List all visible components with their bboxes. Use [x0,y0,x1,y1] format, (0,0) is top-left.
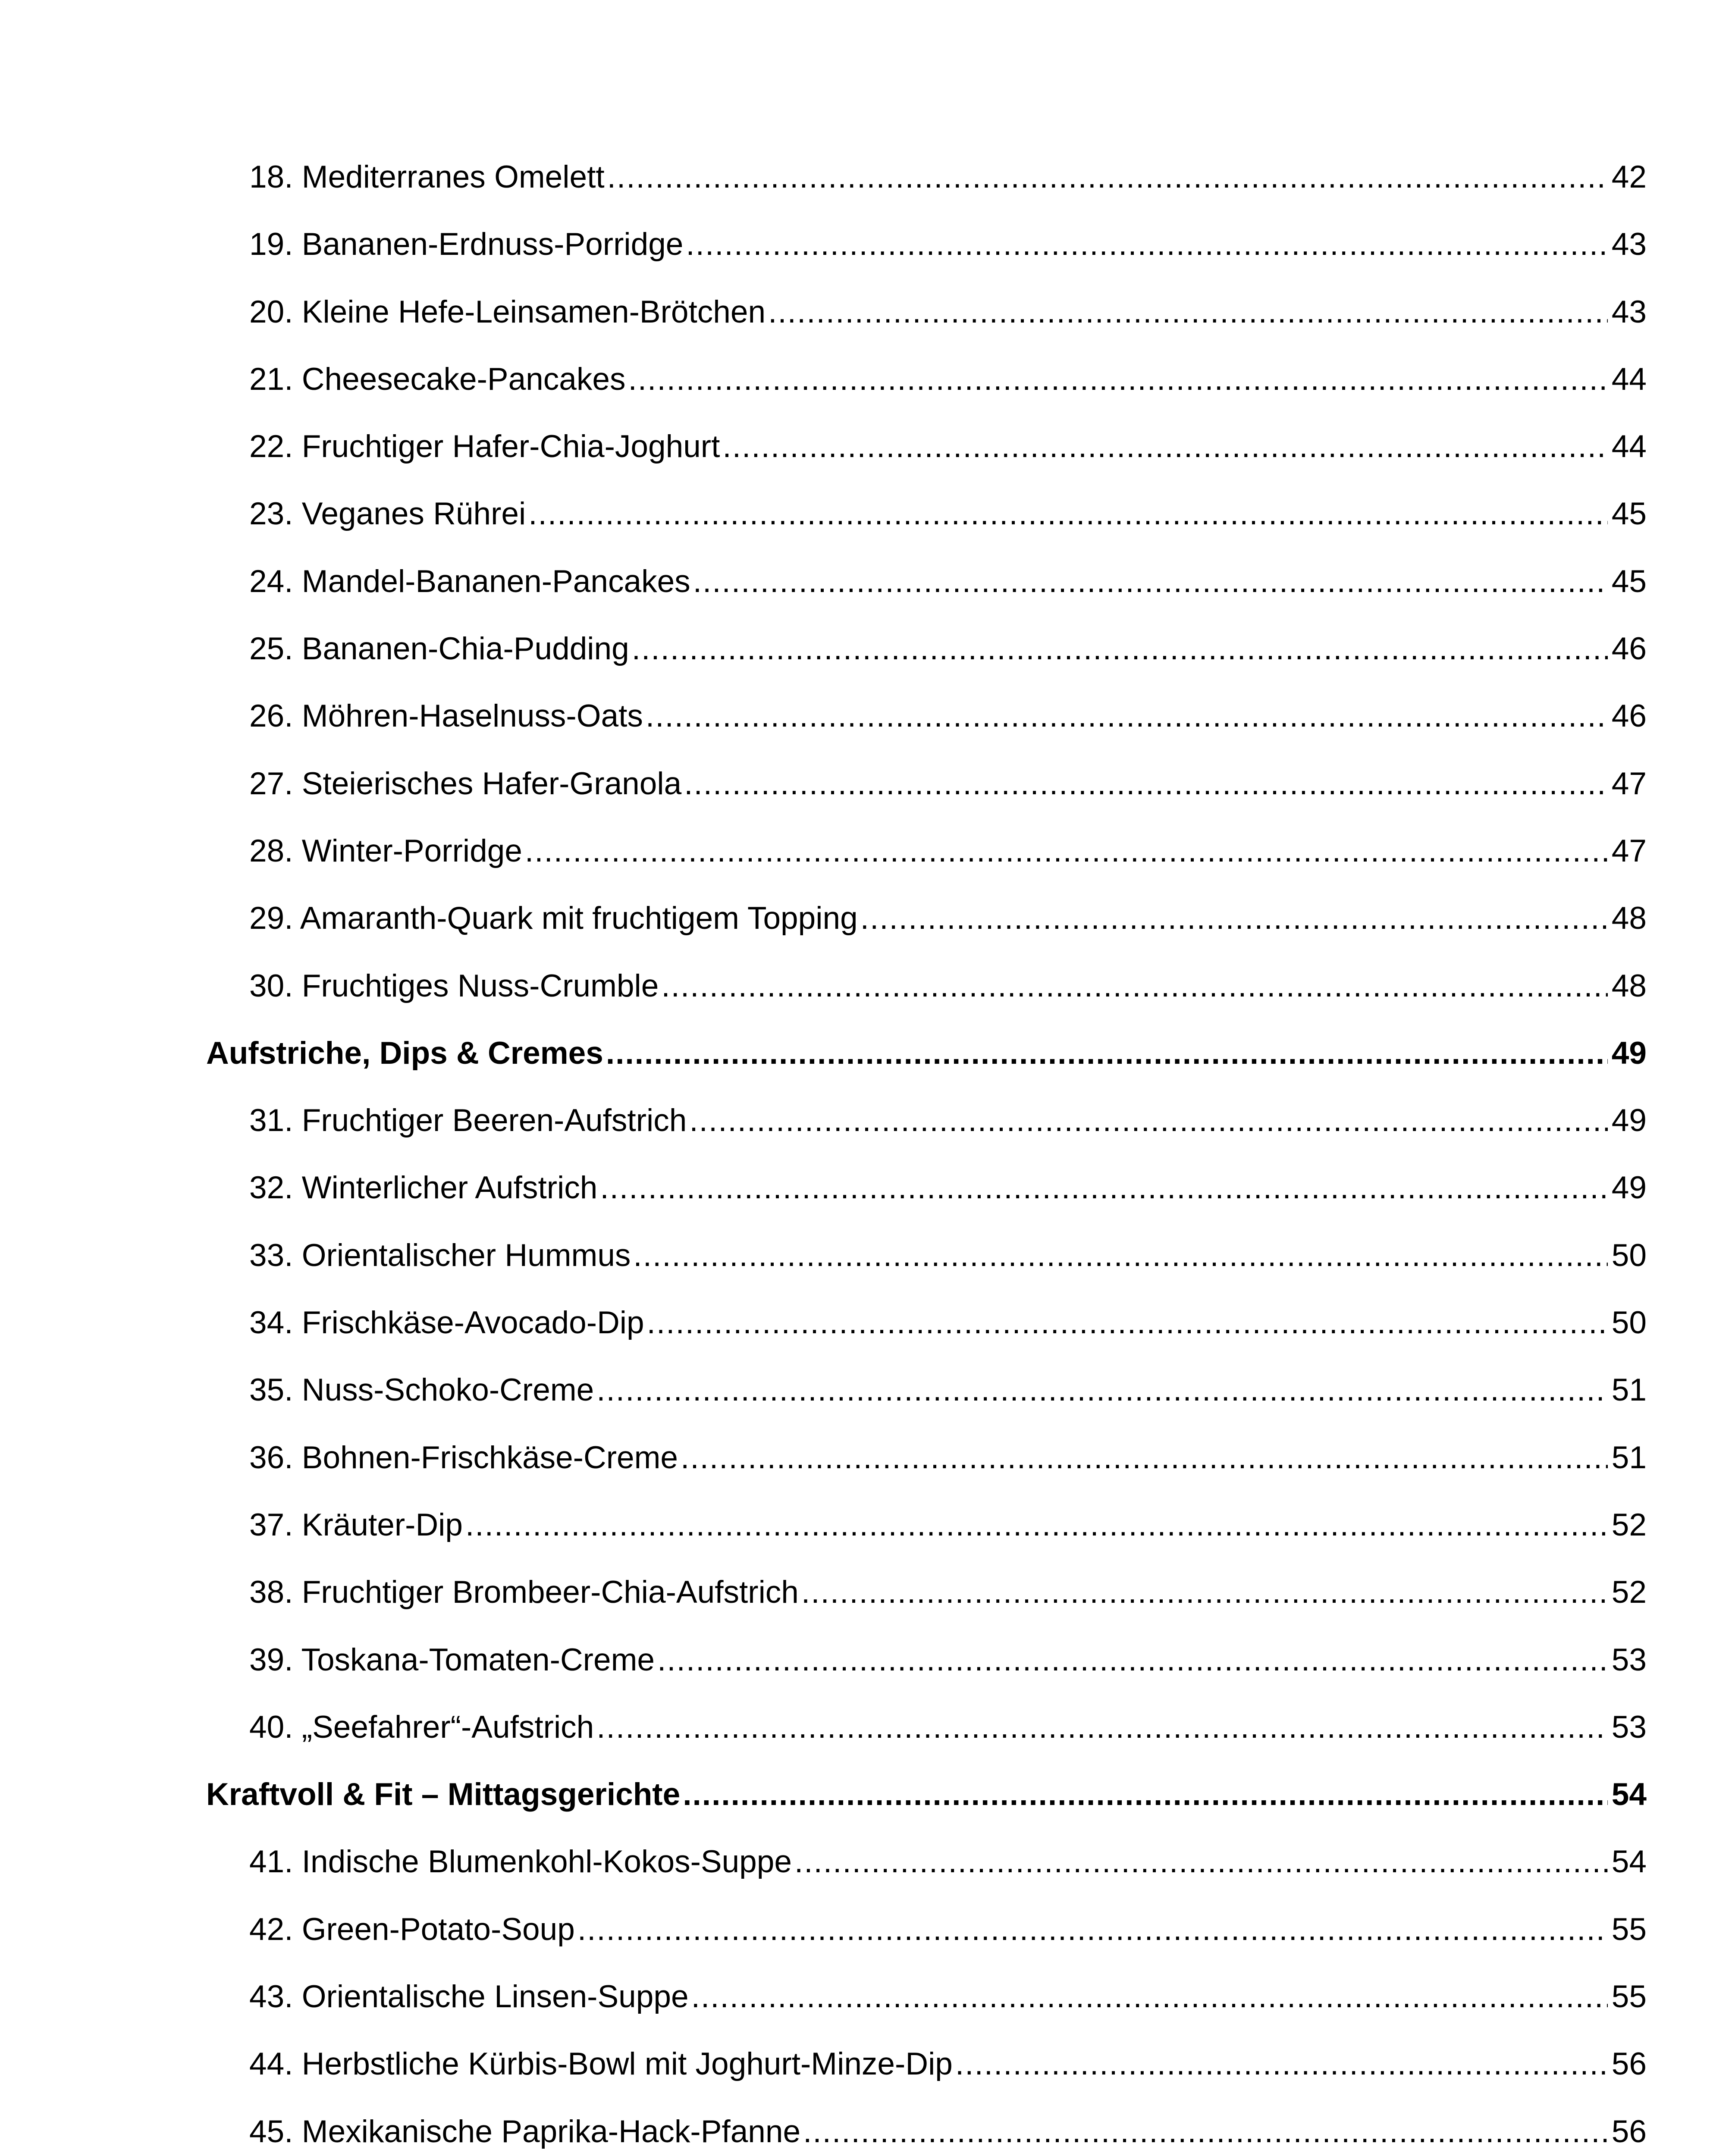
page-number: 42 [1611,160,1647,194]
page-number: 45 [1611,496,1647,532]
page-number: 50 [1611,1238,1647,1273]
entry-title: 32. Winterlicher Aufstrich [249,1170,598,1206]
dot-leader [681,1424,1608,1492]
entry-title: 37. Kräuter-Dip [249,1507,463,1542]
section-title: Aufstriche, Dips & Cremes [206,1035,603,1071]
toc-entry[interactable] [206,1492,1647,1559]
page-number: 45 [1611,564,1647,599]
page-number: 53 [1611,1709,1647,1745]
dot-leader [657,1626,1608,1694]
toc-entry[interactable] [206,211,1647,278]
dot-leader [803,2098,1608,2156]
dot-leader [528,480,1608,548]
entry-title: 29. Amaranth-Quark mit fruchtigem Topping [249,901,858,936]
page-number: 51 [1611,1373,1647,1408]
dot-leader [691,1963,1608,2031]
dot-leader [801,1559,1608,1626]
page-number: 52 [1611,1507,1647,1542]
toc-entry[interactable] [206,279,1647,346]
entry-title: 23. Veganes Rührei [249,496,526,532]
toc-entry[interactable] [206,1289,1647,1357]
toc-entry[interactable] [206,1154,1647,1222]
dot-leader [596,1357,1608,1424]
dot-leader [683,1761,1608,1828]
entry-title: 18. Mediterranes Omelett [249,160,605,194]
dot-leader [722,413,1608,480]
dot-leader [686,211,1608,278]
page-number: 50 [1611,1305,1647,1341]
entry-title: 20. Kleine Hefe-Leinsamen-Brötchen [249,294,766,329]
dot-leader [628,346,1608,413]
entry-title: 19. Bananen-Erdnuss-Porridge [249,227,684,262]
dot-leader [794,1828,1608,1896]
dot-leader [693,548,1608,615]
page-number: 51 [1611,1440,1647,1475]
toc-entry[interactable] [206,683,1647,750]
page-number: 56 [1611,2046,1647,2082]
toc-entry[interactable] [206,750,1647,818]
entry-title: 24. Mandel-Bananen-Pancakes [249,564,690,599]
entry-title: 36. Bohnen-Frischkäse-Creme [249,1440,678,1475]
toc-entry[interactable] [206,480,1647,548]
entry-title: 34. Frischkäse-Avocado-Dip [249,1305,644,1341]
page-number: 44 [1611,429,1647,464]
page-number: 49 [1611,1170,1647,1206]
toc-entry[interactable] [206,1963,1647,2031]
toc-entry[interactable] [206,1087,1647,1154]
table-of-contents [206,144,1647,2156]
entry-title: 42. Green-Potato-Soup [249,1912,575,1947]
entry-title: 31. Fruchtiger Beeren-Aufstrich [249,1103,687,1138]
toc-entry[interactable] [206,953,1647,1020]
toc-entry[interactable] [206,1222,1647,1289]
dot-leader [596,1694,1608,1761]
entry-title: 45. Mexikanische Paprika-Hack-Pfanne [249,2114,801,2149]
page-number: 56 [1611,2114,1647,2149]
entry-title: 33. Orientalischer Hummus [249,1238,631,1273]
section-title: Kraftvoll & Fit – Mittagsgerichte [206,1777,681,1812]
dot-leader [525,818,1608,885]
entry-title: 40. „Seefahrer“-Aufstrich [249,1709,594,1745]
toc-entry[interactable] [206,548,1647,615]
dot-leader [955,2031,1608,2098]
page-number: 43 [1611,294,1647,329]
entry-title: 21. Cheesecake-Pancakes [249,361,626,397]
page-number: 52 [1611,1575,1647,1610]
page-number: 46 [1611,699,1647,734]
entry-title: 41. Indische Blumenkohl-Kokos-Suppe [249,1844,792,1880]
toc-entry[interactable] [206,413,1647,480]
entry-title: 25. Bananen-Chia-Pudding [249,631,629,667]
toc-entry[interactable] [206,1828,1647,1896]
toc-entry[interactable] [206,615,1647,683]
page-number: 55 [1611,1979,1647,2015]
dot-leader [632,615,1608,683]
entry-title: 38. Fruchtiger Brombeer-Chia-Aufstrich [249,1575,799,1610]
dot-leader [606,1020,1608,1087]
page-number: 55 [1611,1912,1647,1947]
page-number: 48 [1611,901,1647,936]
dot-leader [689,1087,1608,1154]
toc-entry[interactable] [206,885,1647,952]
page-number: 46 [1611,631,1647,667]
dot-leader [607,144,1608,211]
entry-title: 28. Winter-Porridge [249,833,522,868]
dot-leader [768,279,1608,346]
page-number: 54 [1611,1777,1647,1812]
page-number: 49 [1611,1103,1647,1138]
page-number: 53 [1611,1642,1647,1677]
toc-entry[interactable] [206,346,1647,413]
entry-title: 35. Nuss-Schoko-Creme [249,1373,594,1408]
page-number: 49 [1611,1035,1647,1071]
toc-section-heading[interactable] [206,1020,1647,1087]
page-number: 54 [1611,1844,1647,1880]
page-number: 48 [1611,968,1647,1003]
entry-title: 39. Toskana-Tomaten-Creme [249,1642,655,1677]
toc-entry[interactable] [206,2031,1647,2098]
toc-entry[interactable] [206,818,1647,885]
dot-leader [661,953,1608,1020]
dot-leader [647,1289,1608,1357]
toc-entry[interactable] [206,2098,1647,2156]
toc-entry[interactable] [206,1896,1647,1963]
page-number: 44 [1611,361,1647,397]
dot-leader [600,1154,1608,1222]
dot-leader [646,683,1608,750]
toc-entry[interactable] [206,1694,1647,1761]
page-number: 47 [1611,766,1647,801]
dot-leader [860,885,1608,952]
dot-leader [465,1492,1608,1559]
toc-entry[interactable] [206,144,1647,211]
entry-title: 44. Herbstliche Kürbis-Bowl mit Joghurt-Minze-Dip [249,2046,953,2082]
dot-leader [684,750,1608,818]
toc-entry[interactable] [206,1357,1647,1424]
toc-entry[interactable] [206,1424,1647,1492]
dot-leader [633,1222,1608,1289]
entry-title: 30. Fruchtiges Nuss-Crumble [249,968,659,1003]
page-number: 47 [1611,833,1647,868]
entry-title: 26. Möhren-Haselnuss-Oats [249,699,643,734]
entry-title: 27. Steierisches Hafer-Granola [249,766,682,801]
dot-leader [577,1896,1608,1963]
entry-title: 22. Fruchtiger Hafer-Chia-Joghurt [249,429,720,464]
toc-section-heading[interactable] [206,1761,1647,1828]
toc-entry[interactable] [206,1626,1647,1694]
entry-title: 43. Orientalische Linsen-Suppe [249,1979,689,2015]
page-number: 43 [1611,227,1647,262]
toc-entry[interactable] [206,1559,1647,1626]
